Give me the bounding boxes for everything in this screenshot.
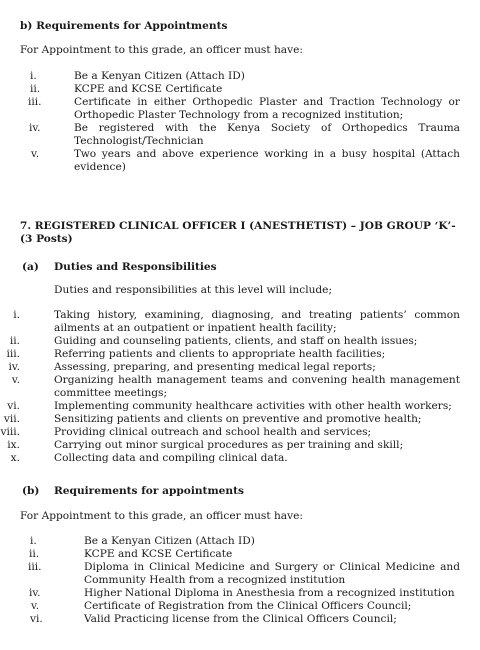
list-item (0, 348, 480, 361)
requirements-intro: For Appointment to this grade, an officer must have: (20, 510, 303, 522)
list-number: v. (11, 374, 20, 386)
list-text: KCPE and KCSE Certificate (74, 83, 223, 95)
list-text: Guiding and counseling patients, clients, and staff on health issues; (54, 335, 418, 347)
list-item (0, 70, 480, 83)
list-text: Higher National Diploma in Anesthesia from a recognized institution (84, 587, 455, 599)
list-text: Two years and above experience working in a busy hospital (Attach evidence) (74, 148, 460, 173)
list-number: ii. (30, 83, 41, 95)
list-item (0, 83, 480, 96)
list-text: Be registered with the Kenya Society of Orthopedics Trauma Technologist/Technician (74, 122, 460, 147)
section-b-intro: For Appointment to this grade, an officer must have: (20, 44, 303, 56)
list-number: v. (31, 148, 40, 160)
list-number: iv. (8, 361, 20, 373)
list-item (0, 426, 480, 439)
duties-list (0, 309, 480, 465)
list-text: Certificate in either Orthopedic Plaster and Traction Technology or Orthopedic Plaster Technology from a recognized institution; (74, 96, 460, 121)
list-text: Be a Kenyan Citizen (Attach ID) (74, 70, 245, 82)
list-text: Collecting data and compiling clinical data. (54, 452, 288, 464)
list-number: vi. (30, 613, 43, 625)
list-item (0, 361, 480, 374)
list-item (0, 535, 480, 548)
list-text: Sensitizing patients and clients on preventive and promotive health; (54, 413, 422, 425)
section-b-list (0, 70, 480, 174)
list-text: Assessing, preparing, and presenting medical legal reports; (54, 361, 376, 373)
list-text: Diploma in Clinical Medicine and Surgery or Clinical Medicine and Community Health from a recognized institution (84, 561, 460, 586)
list-number: iii. (6, 348, 20, 360)
list-item (0, 600, 480, 613)
list-item (0, 374, 480, 400)
duties-intro: Duties and responsibilities at this level will include; (54, 284, 333, 296)
list-item (0, 587, 480, 600)
list-number: iv. (29, 122, 41, 134)
list-number: iii. (28, 96, 42, 108)
list-number: ix. (7, 439, 20, 451)
list-text: Providing clinical outreach and school health and services; (54, 426, 372, 438)
list-text: Valid Practicing license from the Clinical Officers Council; (84, 613, 397, 625)
list-item (0, 613, 480, 626)
list-text: Certificate of Registration from the Clinical Officers Council; (84, 600, 412, 612)
list-number: ii. (9, 335, 20, 347)
list-number: i. (30, 535, 37, 547)
list-text: Implementing community healthcare activities with other health workers; (54, 400, 452, 412)
list-number: viii. (0, 426, 20, 438)
requirements-list (0, 535, 480, 626)
list-item (0, 96, 480, 122)
list-text: Taking history, examining, diagnosing, and treating patients’ common ailments at an outpatient or inpatient health facility; (54, 309, 460, 334)
list-number: ii. (29, 548, 40, 560)
list-item (0, 561, 480, 587)
list-number: i. (13, 309, 20, 321)
list-item (0, 548, 480, 561)
list-number: v. (31, 600, 40, 612)
list-item (0, 148, 480, 174)
list-number: vii. (3, 413, 20, 425)
requirements-letter: (b) (22, 485, 40, 497)
list-number: i. (30, 70, 37, 82)
list-text: Carrying out minor surgical procedures as per training and skill; (54, 439, 404, 451)
list-item (0, 413, 480, 426)
list-text: Referring patients and clients to appropriate health facilities; (54, 348, 386, 360)
list-number: x. (10, 452, 20, 464)
list-text: KCPE and KCSE Certificate (84, 548, 233, 560)
list-number: iii. (28, 561, 42, 573)
list-text: Be a Kenyan Citizen (Attach ID) (84, 535, 255, 547)
list-item (0, 439, 480, 452)
list-number: vi. (7, 400, 20, 412)
list-item (0, 452, 480, 465)
list-item (0, 309, 480, 335)
list-text: Organizing health management teams and convening health management committee meetings; (54, 374, 460, 399)
requirements-title: Requirements for appointments (54, 485, 244, 497)
list-number: iv. (29, 587, 41, 599)
list-item (0, 335, 480, 348)
section-b-heading: b) Requirements for Appointments (20, 20, 228, 32)
section-7-heading: 7. REGISTERED CLINICAL OFFICER I (ANESTHETIST) – JOB GROUP ‘K’- (3 Posts) (20, 220, 456, 245)
duties-title: Duties and Responsibilities (54, 261, 217, 273)
list-item (0, 122, 480, 148)
duties-letter: (a) (22, 261, 39, 273)
list-item (0, 400, 480, 413)
